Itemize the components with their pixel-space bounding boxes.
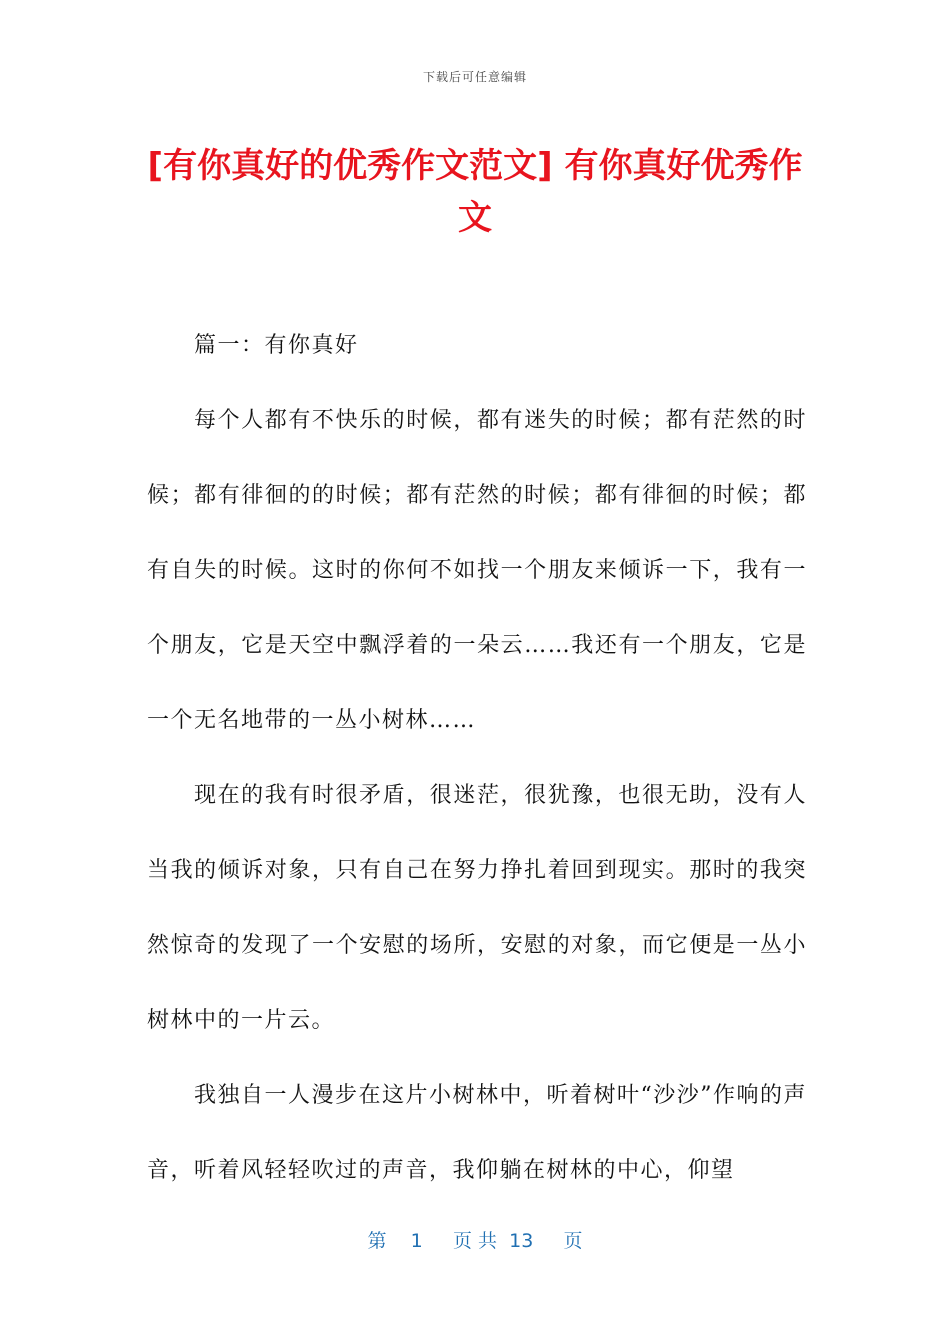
- footer-middle: 页 共: [452, 1230, 498, 1252]
- footer-page-number: 1: [410, 1230, 423, 1252]
- footer-suffix: 页: [563, 1230, 583, 1252]
- section-heading: 篇一：有你真好: [194, 333, 359, 358]
- paragraph: 现在的我有时很矛盾，很迷茫，很犹豫，也很无助，没有人当我的倾诉对象，只有自己在努力挣扎着回到现实。那时的我突然惊奇的发现了一个安慰的场所，安慰的对象，而它便是一丛小树林中的一片云。: [147, 783, 807, 1033]
- header-note: 下载后可任意编辑: [422, 70, 527, 84]
- document-title: [有你真好的优秀作文范文] 有你真好优秀作文: [147, 146, 803, 238]
- paragraph: 每个人都有不快乐的时候，都有迷失的时候；都有茫然的时候；都有徘徊的的时候；都有茫然的时候；都有徘徊的时候；都有自失的时候。这时的你何不如找一个朋友来倾诉一下，我有一个朋友，它是天空中飘浮着的一朵云……我还有一个朋友，它是一个无名地带的一丛小树林……: [147, 408, 807, 733]
- footer-prefix: 第: [367, 1230, 387, 1252]
- page-footer: [0, 1226, 950, 1253]
- footer-total-pages: 13: [509, 1230, 534, 1252]
- document-body: [147, 308, 807, 1208]
- paragraph: 我独自一人漫步在这片小树林中，听着树叶“沙沙”作响的声音，听着风轻轻吹过的声音，我仰躺在树林的中心，仰望: [147, 1083, 807, 1183]
